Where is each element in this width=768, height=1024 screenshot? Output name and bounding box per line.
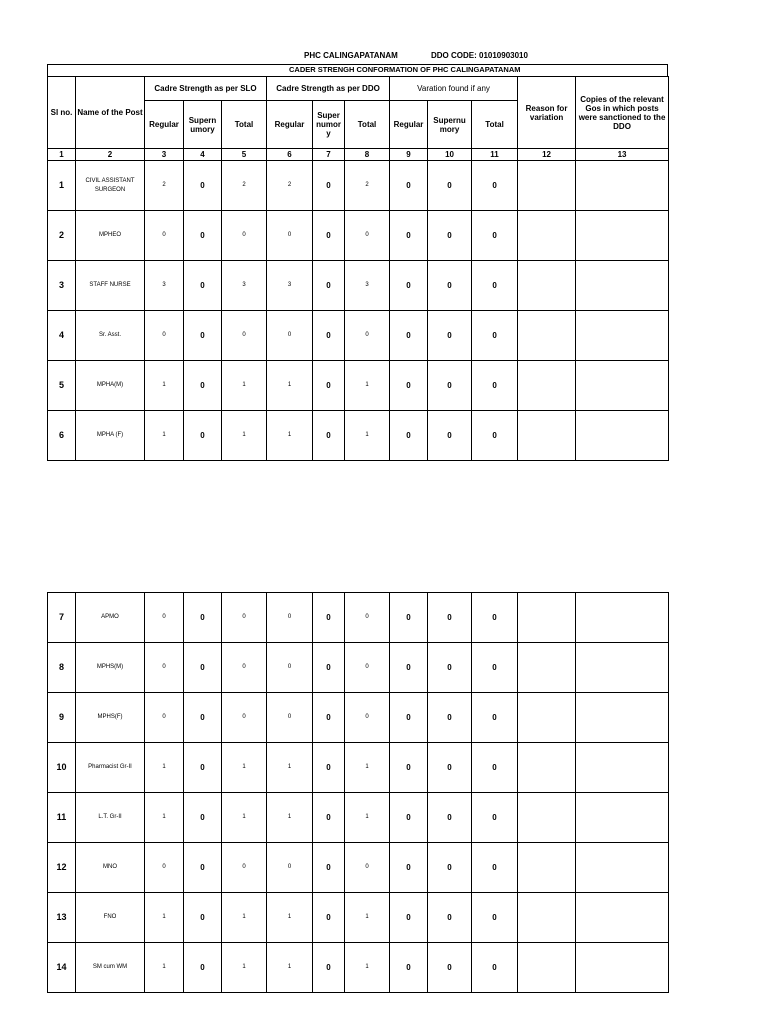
column-number: 4 bbox=[184, 149, 222, 161]
cell-slo-supernumerary: 0 bbox=[184, 743, 222, 793]
cell-var-total: 0 bbox=[472, 793, 518, 843]
table-row bbox=[48, 593, 669, 643]
cell-copies bbox=[576, 593, 669, 643]
cell-slo-regular: 1 bbox=[145, 411, 184, 461]
cell-var-total: 0 bbox=[472, 743, 518, 793]
header-slo-group: Cadre Strength as per SLO bbox=[145, 77, 267, 101]
cell-ddo-total: 3 bbox=[345, 261, 390, 311]
cell-var-regular: 0 bbox=[390, 893, 428, 943]
cell-var-supernumerary: 0 bbox=[428, 593, 472, 643]
cell-ddo-supernumerary: 0 bbox=[313, 943, 345, 993]
cell-slno: 7 bbox=[48, 593, 76, 643]
cell-ddo-supernumerary: 0 bbox=[313, 261, 345, 311]
table-row bbox=[48, 843, 669, 893]
column-number: 8 bbox=[345, 149, 390, 161]
header-copies: Copies of the relevant Gos in which posts were sanctioned to the DDO bbox=[576, 77, 669, 149]
table-row bbox=[48, 311, 669, 361]
cell-slo-regular: 1 bbox=[145, 793, 184, 843]
cell-slo-regular: 2 bbox=[145, 161, 184, 211]
column-number: 3 bbox=[145, 149, 184, 161]
ddo-code: DDO CODE: 01010903010 bbox=[431, 51, 528, 60]
cell-copies bbox=[576, 311, 669, 361]
cell-var-total: 0 bbox=[472, 161, 518, 211]
header-ddo-group: Cadre Strength as per DDO bbox=[267, 77, 390, 101]
cell-ddo-total: 0 bbox=[345, 311, 390, 361]
cell-copies bbox=[576, 161, 669, 211]
cell-ddo-total: 1 bbox=[345, 793, 390, 843]
cell-ddo-regular: 0 bbox=[267, 643, 313, 693]
column-number: 6 bbox=[267, 149, 313, 161]
cell-var-total: 0 bbox=[472, 411, 518, 461]
cell-var-supernumerary: 0 bbox=[428, 693, 472, 743]
cell-slo-total: 1 bbox=[222, 361, 267, 411]
cell-slo-total: 0 bbox=[222, 211, 267, 261]
cell-var-regular: 0 bbox=[390, 843, 428, 893]
cell-var-supernumerary: 0 bbox=[428, 161, 472, 211]
cell-post-name: Sr. Asst. bbox=[76, 311, 145, 361]
cell-var-regular: 0 bbox=[390, 943, 428, 993]
cell-var-regular: 0 bbox=[390, 161, 428, 211]
cell-var-regular: 0 bbox=[390, 743, 428, 793]
cell-slo-regular: 3 bbox=[145, 261, 184, 311]
cell-var-regular: 0 bbox=[390, 693, 428, 743]
cell-ddo-supernumerary: 0 bbox=[313, 411, 345, 461]
cell-ddo-supernumerary: 0 bbox=[313, 743, 345, 793]
cell-ddo-regular: 0 bbox=[267, 593, 313, 643]
cell-slno: 9 bbox=[48, 693, 76, 743]
cell-var-regular: 0 bbox=[390, 261, 428, 311]
cell-slo-total: 0 bbox=[222, 693, 267, 743]
cell-slo-regular: 0 bbox=[145, 693, 184, 743]
cell-copies bbox=[576, 211, 669, 261]
cell-post-name: APMO bbox=[76, 593, 145, 643]
table-row bbox=[48, 693, 669, 743]
cell-slo-total: 1 bbox=[222, 743, 267, 793]
column-number: 7 bbox=[313, 149, 345, 161]
cell-ddo-supernumerary: 0 bbox=[313, 843, 345, 893]
cell-var-regular: 0 bbox=[390, 411, 428, 461]
column-number: 12 bbox=[518, 149, 576, 161]
cell-slo-supernumerary: 0 bbox=[184, 261, 222, 311]
cell-slo-supernumerary: 0 bbox=[184, 843, 222, 893]
cell-copies bbox=[576, 643, 669, 693]
document-subtitle: CADER STRENGH CONFORMATION OF PHC CALINGAPATANAM bbox=[289, 65, 521, 74]
header-slo-supernumerary: Supern umory bbox=[184, 101, 222, 149]
cell-ddo-supernumerary: 0 bbox=[313, 161, 345, 211]
cell-slo-supernumerary: 0 bbox=[184, 643, 222, 693]
table-row bbox=[48, 943, 669, 993]
column-number: 1 bbox=[48, 149, 76, 161]
cell-var-supernumerary: 0 bbox=[428, 843, 472, 893]
cell-post-name: CIVIL ASSISTANT SURGEON bbox=[76, 161, 145, 211]
cell-copies bbox=[576, 943, 669, 993]
cell-reason bbox=[518, 893, 576, 943]
cell-var-total: 0 bbox=[472, 311, 518, 361]
cell-ddo-total: 1 bbox=[345, 743, 390, 793]
cadre-table-part1 bbox=[47, 76, 669, 461]
cell-ddo-supernumerary: 0 bbox=[313, 893, 345, 943]
column-number: 13 bbox=[576, 149, 669, 161]
cell-copies bbox=[576, 843, 669, 893]
cell-slo-total: 0 bbox=[222, 593, 267, 643]
cell-var-supernumerary: 0 bbox=[428, 643, 472, 693]
table-row bbox=[48, 743, 669, 793]
cell-slo-supernumerary: 0 bbox=[184, 411, 222, 461]
office-name: PHC CALINGAPATANAM bbox=[304, 51, 398, 60]
cell-slo-total: 1 bbox=[222, 943, 267, 993]
cell-copies bbox=[576, 693, 669, 743]
cell-post-name: L.T. Gr-II bbox=[76, 793, 145, 843]
header-reason: Reason for variation bbox=[518, 77, 576, 149]
header-var-supernumerary: Supernu mory bbox=[428, 101, 472, 149]
column-number-row bbox=[48, 149, 669, 161]
cell-var-supernumerary: 0 bbox=[428, 411, 472, 461]
cell-slo-total: 1 bbox=[222, 411, 267, 461]
cell-post-name: STAFF NURSE bbox=[76, 261, 145, 311]
cell-ddo-total: 1 bbox=[345, 943, 390, 993]
table-row bbox=[48, 893, 669, 943]
cell-post-name: MNO bbox=[76, 843, 145, 893]
header-ddo-total: Total bbox=[345, 101, 390, 149]
cell-slno: 4 bbox=[48, 311, 76, 361]
cell-ddo-regular: 1 bbox=[267, 743, 313, 793]
cell-post-name: MPHEO bbox=[76, 211, 145, 261]
cell-reason bbox=[518, 361, 576, 411]
cell-var-supernumerary: 0 bbox=[428, 793, 472, 843]
cell-var-total: 0 bbox=[472, 593, 518, 643]
cell-var-total: 0 bbox=[472, 643, 518, 693]
table-row bbox=[48, 411, 669, 461]
cell-slo-supernumerary: 0 bbox=[184, 693, 222, 743]
cell-slno: 10 bbox=[48, 743, 76, 793]
cell-slno: 1 bbox=[48, 161, 76, 211]
cell-copies bbox=[576, 743, 669, 793]
cell-post-name: MPHA (F) bbox=[76, 411, 145, 461]
cell-ddo-regular: 3 bbox=[267, 261, 313, 311]
table-row bbox=[48, 643, 669, 693]
cell-copies bbox=[576, 261, 669, 311]
cell-slno: 5 bbox=[48, 361, 76, 411]
cell-post-name: MPHA(M) bbox=[76, 361, 145, 411]
table-row bbox=[48, 261, 669, 311]
cell-ddo-regular: 0 bbox=[267, 693, 313, 743]
cell-slo-total: 1 bbox=[222, 793, 267, 843]
cell-reason bbox=[518, 843, 576, 893]
cell-var-supernumerary: 0 bbox=[428, 211, 472, 261]
cell-slo-supernumerary: 0 bbox=[184, 943, 222, 993]
cell-var-total: 0 bbox=[472, 693, 518, 743]
cell-slno: 6 bbox=[48, 411, 76, 461]
cell-slo-regular: 0 bbox=[145, 843, 184, 893]
cell-copies bbox=[576, 893, 669, 943]
cell-ddo-total: 1 bbox=[345, 411, 390, 461]
cell-ddo-total: 0 bbox=[345, 211, 390, 261]
cell-slo-supernumerary: 0 bbox=[184, 893, 222, 943]
cell-slno: 2 bbox=[48, 211, 76, 261]
table-row bbox=[48, 211, 669, 261]
cell-var-regular: 0 bbox=[390, 211, 428, 261]
cell-ddo-supernumerary: 0 bbox=[313, 793, 345, 843]
cell-slo-supernumerary: 0 bbox=[184, 361, 222, 411]
cell-reason bbox=[518, 693, 576, 743]
cell-ddo-supernumerary: 0 bbox=[313, 311, 345, 361]
header-slno: Sl no. bbox=[48, 77, 76, 149]
cell-slo-regular: 1 bbox=[145, 743, 184, 793]
cell-post-name: MPHS(F) bbox=[76, 693, 145, 743]
cell-slo-total: 1 bbox=[222, 893, 267, 943]
cell-ddo-supernumerary: 0 bbox=[313, 593, 345, 643]
cell-slo-regular: 0 bbox=[145, 311, 184, 361]
cell-post-name: Pharmacist Gr-II bbox=[76, 743, 145, 793]
cell-slo-total: 0 bbox=[222, 843, 267, 893]
header-slo-total: Total bbox=[222, 101, 267, 149]
cell-copies bbox=[576, 361, 669, 411]
cell-ddo-supernumerary: 0 bbox=[313, 643, 345, 693]
column-number: 11 bbox=[472, 149, 518, 161]
cell-slno: 8 bbox=[48, 643, 76, 693]
cell-ddo-regular: 1 bbox=[267, 943, 313, 993]
cell-ddo-total: 0 bbox=[345, 593, 390, 643]
cell-reason bbox=[518, 943, 576, 993]
cell-ddo-regular: 0 bbox=[267, 311, 313, 361]
cell-slno: 13 bbox=[48, 893, 76, 943]
cell-var-regular: 0 bbox=[390, 593, 428, 643]
cell-copies bbox=[576, 793, 669, 843]
cadre-table-part2 bbox=[47, 592, 669, 993]
cell-ddo-regular: 1 bbox=[267, 893, 313, 943]
cell-slno: 11 bbox=[48, 793, 76, 843]
cell-slo-total: 0 bbox=[222, 311, 267, 361]
header-variation-group: Varation found if any bbox=[390, 77, 518, 101]
cell-slo-regular: 0 bbox=[145, 643, 184, 693]
cell-reason bbox=[518, 643, 576, 693]
cell-ddo-total: 0 bbox=[345, 693, 390, 743]
cell-var-supernumerary: 0 bbox=[428, 361, 472, 411]
cell-slo-total: 0 bbox=[222, 643, 267, 693]
cell-ddo-supernumerary: 0 bbox=[313, 211, 345, 261]
cell-slo-regular: 1 bbox=[145, 361, 184, 411]
cell-copies bbox=[576, 411, 669, 461]
cell-reason bbox=[518, 311, 576, 361]
column-number: 9 bbox=[390, 149, 428, 161]
cell-slo-regular: 0 bbox=[145, 593, 184, 643]
cell-slno: 3 bbox=[48, 261, 76, 311]
cell-ddo-total: 1 bbox=[345, 893, 390, 943]
table-row bbox=[48, 793, 669, 843]
cell-post-name: SM cum WM bbox=[76, 943, 145, 993]
cell-ddo-total: 0 bbox=[345, 643, 390, 693]
cell-var-supernumerary: 0 bbox=[428, 893, 472, 943]
cell-var-supernumerary: 0 bbox=[428, 943, 472, 993]
cell-var-total: 0 bbox=[472, 843, 518, 893]
cell-slno: 14 bbox=[48, 943, 76, 993]
cell-var-supernumerary: 0 bbox=[428, 311, 472, 361]
cell-var-regular: 0 bbox=[390, 361, 428, 411]
table-row bbox=[48, 361, 669, 411]
header-post-name: Name of the Post bbox=[76, 77, 145, 149]
column-number: 5 bbox=[222, 149, 267, 161]
cell-slo-supernumerary: 0 bbox=[184, 211, 222, 261]
cell-var-total: 0 bbox=[472, 893, 518, 943]
header-slo-regular: Regular bbox=[145, 101, 184, 149]
cell-slo-total: 3 bbox=[222, 261, 267, 311]
cell-slno: 12 bbox=[48, 843, 76, 893]
cell-var-supernumerary: 0 bbox=[428, 261, 472, 311]
cell-reason bbox=[518, 211, 576, 261]
cell-post-name: MPHS(M) bbox=[76, 643, 145, 693]
cell-slo-supernumerary: 0 bbox=[184, 593, 222, 643]
cell-ddo-regular: 0 bbox=[267, 211, 313, 261]
cell-ddo-regular: 0 bbox=[267, 843, 313, 893]
cell-reason bbox=[518, 261, 576, 311]
cell-reason bbox=[518, 793, 576, 843]
header-ddo-supernumerary: Super numor y bbox=[313, 101, 345, 149]
cell-var-regular: 0 bbox=[390, 793, 428, 843]
cell-var-total: 0 bbox=[472, 361, 518, 411]
cell-post-name: FNO bbox=[76, 893, 145, 943]
cell-slo-regular: 0 bbox=[145, 211, 184, 261]
cell-var-total: 0 bbox=[472, 211, 518, 261]
cell-ddo-total: 0 bbox=[345, 843, 390, 893]
cell-var-regular: 0 bbox=[390, 643, 428, 693]
cell-ddo-regular: 2 bbox=[267, 161, 313, 211]
cell-var-total: 0 bbox=[472, 943, 518, 993]
cell-ddo-supernumerary: 0 bbox=[313, 693, 345, 743]
cell-ddo-total: 1 bbox=[345, 361, 390, 411]
cell-slo-supernumerary: 0 bbox=[184, 311, 222, 361]
cell-slo-regular: 1 bbox=[145, 943, 184, 993]
cell-ddo-total: 2 bbox=[345, 161, 390, 211]
cell-var-regular: 0 bbox=[390, 311, 428, 361]
cell-ddo-regular: 1 bbox=[267, 793, 313, 843]
table-row bbox=[48, 161, 669, 211]
column-number: 2 bbox=[76, 149, 145, 161]
cell-ddo-regular: 1 bbox=[267, 361, 313, 411]
column-number: 10 bbox=[428, 149, 472, 161]
header-ddo-regular: Regular bbox=[267, 101, 313, 149]
cell-reason bbox=[518, 411, 576, 461]
cell-slo-regular: 1 bbox=[145, 893, 184, 943]
cell-var-total: 0 bbox=[472, 261, 518, 311]
cell-ddo-supernumerary: 0 bbox=[313, 361, 345, 411]
cell-slo-total: 2 bbox=[222, 161, 267, 211]
cell-slo-supernumerary: 0 bbox=[184, 793, 222, 843]
header-var-regular: Regular bbox=[390, 101, 428, 149]
cell-ddo-regular: 1 bbox=[267, 411, 313, 461]
cell-var-supernumerary: 0 bbox=[428, 743, 472, 793]
header-var-total: Total bbox=[472, 101, 518, 149]
cell-reason bbox=[518, 161, 576, 211]
cell-reason bbox=[518, 593, 576, 643]
cell-reason bbox=[518, 743, 576, 793]
cell-slo-supernumerary: 0 bbox=[184, 161, 222, 211]
